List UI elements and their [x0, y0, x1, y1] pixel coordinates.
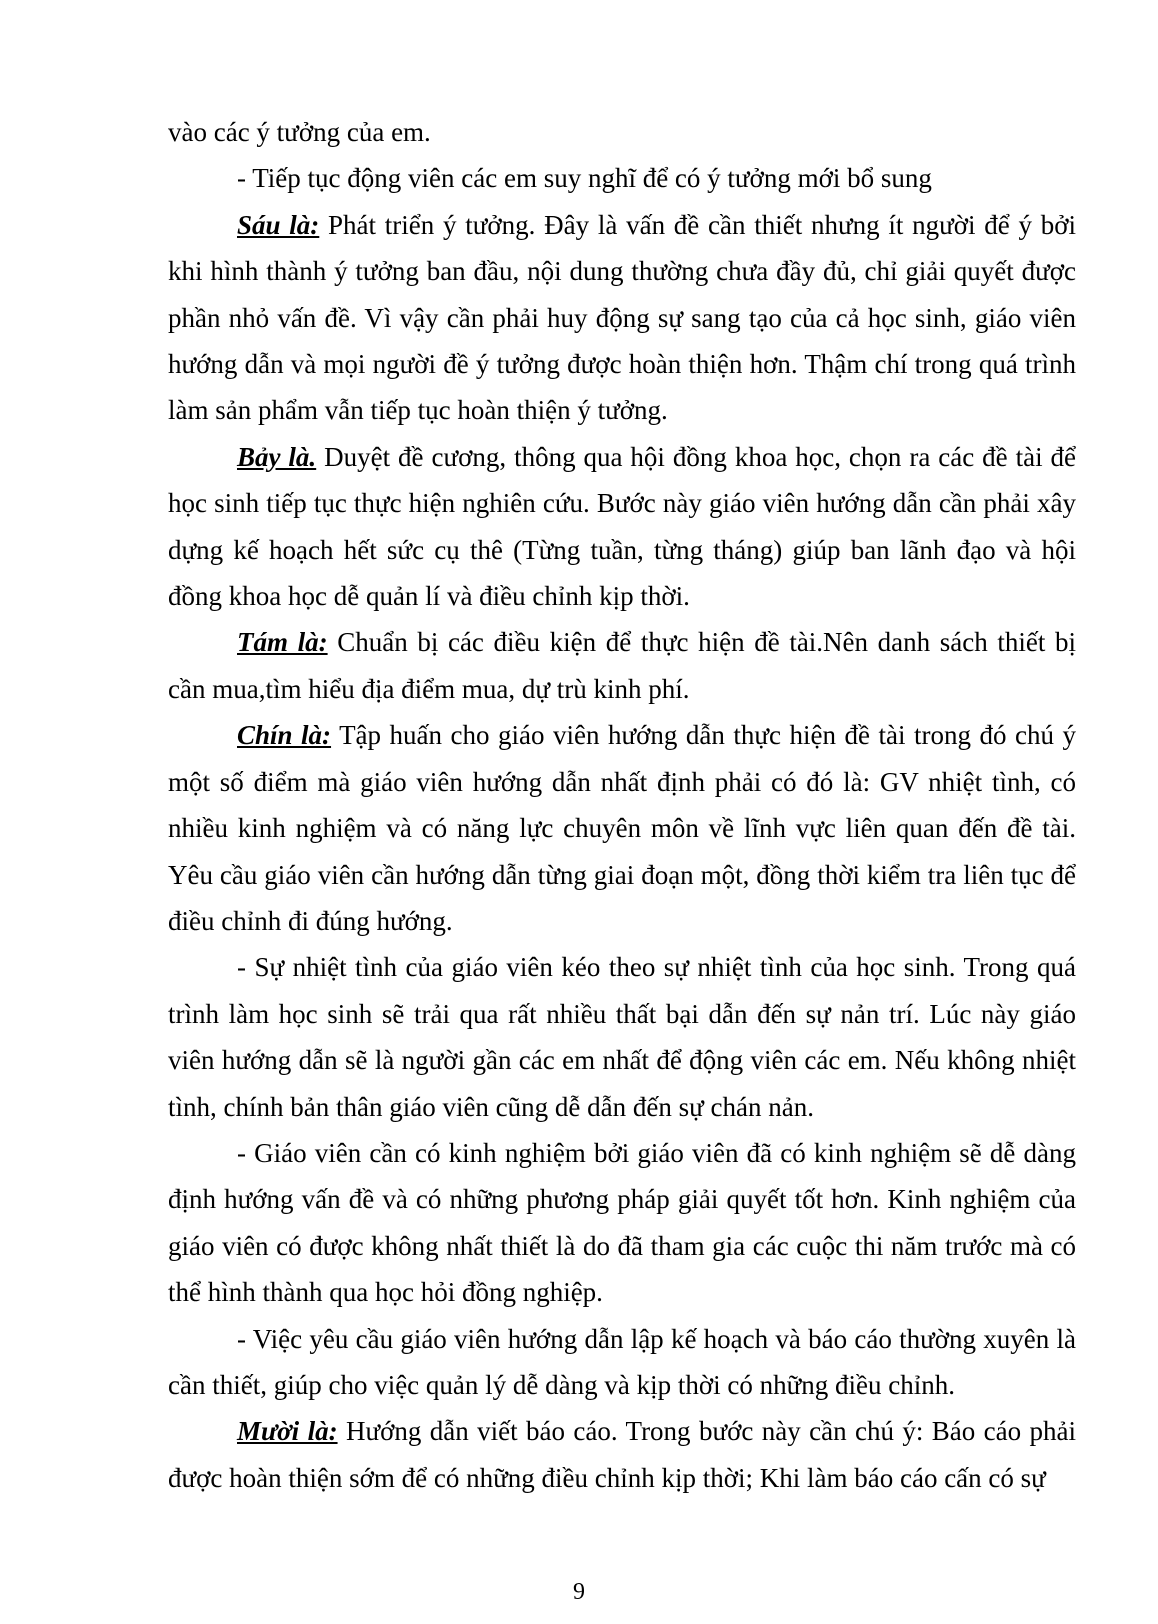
paragraph-step-9: Chín là: Tập huấn cho giáo viên hướng dẫn thực hiện đề tài trong đó chú ý một số điểm mà giáo viên hướng dẫn nhất định phải có đó là: GV nhiệt tình, có nhiều kinh nghiệm và có năng lực chuyên môn về lĩnh vực liên quan đến đề tài. Yêu cầu giáo viên cần hướng dẫn từng giai đoạn một, đồng thời kiểm tra liên tục để điều chỉnh đi đúng hướng.	[168, 720, 1076, 936]
step-heading: Sáu là:	[237, 209, 320, 240]
paragraph-continuation: vào các ý tưởng của em.	[168, 117, 431, 147]
paragraph-bullet: - Giáo viên cần có kinh nghiệm bởi giáo viên đã có kinh nghiệm sẽ dễ dàng định hướng vấn đề và có những phương pháp giải quyết tốt hơn. Kinh nghiệm của giáo viên có được không nhất thiết là do đã tham gia các cuộc thi năm trước mà có thể hình thành qua học hỏi đồng nghiệp.	[168, 1137, 1076, 1308]
document-body	[168, 109, 1076, 1501]
step-heading: Mười là:	[237, 1416, 338, 1447]
step-heading: Bảy là.	[237, 441, 317, 472]
paragraph-bullet: - Tiếp tục động viên các em suy nghĩ để có ý tưởng mới bổ sung	[237, 163, 932, 194]
paragraph-bullet: - Sự nhiệt tình của giáo viên kéo theo sự nhiệt tình của học sinh. Trong quá trình làm học sinh sẽ trải qua rất nhiều thất bại dẫn đến sự nản trí. Lúc này giáo viên hướng dẫn sẽ là người gần các em nhất để động viên các em. Nếu không nhiệt tình, chính bản thân giáo viên cũng dễ dẫn đến sự chán nản.	[168, 952, 1076, 1122]
page-number: 9	[573, 1579, 585, 1605]
step-heading: Chín là:	[237, 720, 332, 751]
step-heading: Tám là:	[237, 627, 328, 658]
paragraph-step-6: Sáu là: Phát triển ý tưởng. Đây là vấn đề cần thiết nhưng ít người để ý bởi khi hình thành ý tưởng ban đầu, nội dung thường chưa đầy đủ, chỉ giải quyết được phần nhỏ vấn đề. Vì vậy cần phải huy động sự sang tạo của cả học sinh, giáo viên hướng dẫn và mọi người đề ý tưởng được hoàn thiện hơn. Thậm chí trong quá trình làm sản phẩm vẫn tiếp tục hoàn thiện ý tưởng.	[168, 209, 1076, 426]
paragraph-step-8: Tám là: Chuẩn bị các điều kiện để thực hiện đề tài.Nên danh sách thiết bị cần mua,tìm hiểu địa điểm mua, dự trù kinh phí.	[168, 627, 1076, 704]
paragraph-step-10: Mười là: Hướng dẫn viết báo cáo. Trong bước này cần chú ý: Báo cáo phải được hoàn thiện sớm để có những điều chỉnh kịp thời; Khi làm báo cáo cấn có sự	[168, 1416, 1076, 1493]
paragraph-step-7: Bảy là. Duyệt đề cương, thông qua hội đồng khoa học, chọn ra các đề tài để học sinh tiếp tục thực hiện nghiên cứu. Bước này giáo viên hướng dẫn cần phải xây dựng kế hoạch hết sức cụ thê (Từng tuần, từng tháng) giúp ban lãnh đạo và hội đồng khoa học dễ quản lí và điều chỉnh kịp thời.	[168, 441, 1076, 612]
paragraph-bullet: - Việc yêu cầu giáo viên hướng dẫn lập kế hoạch và báo cáo thường xuyên là cần thiết, giúp cho việc quản lý dễ dàng và kịp thời có những điều chỉnh.	[168, 1323, 1076, 1400]
